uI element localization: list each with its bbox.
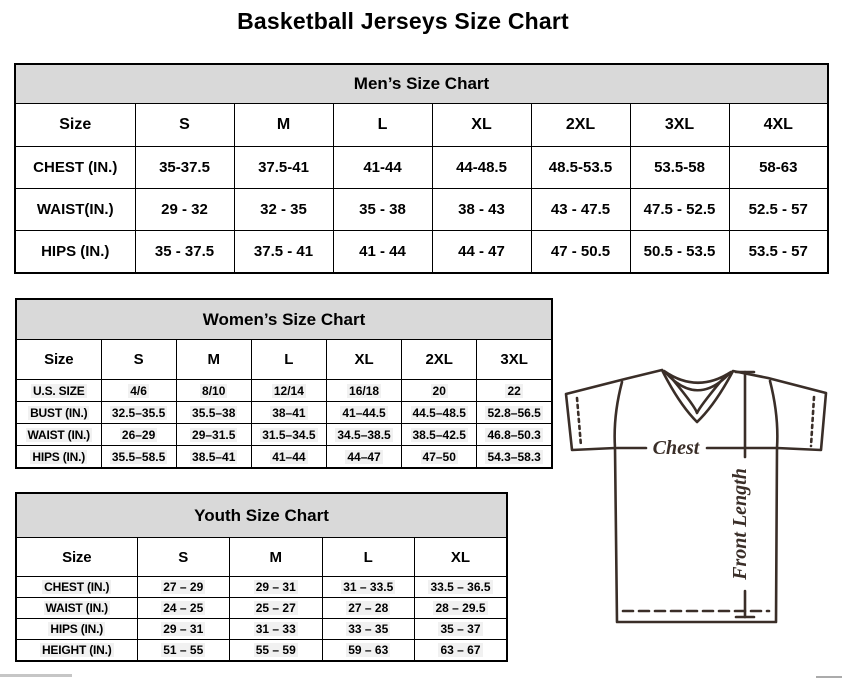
cell-text: WAIST (IN.) — [45, 601, 108, 615]
cell-text: WAIST (IN.) — [27, 427, 90, 442]
size-header-row — [16, 538, 507, 577]
table-header-row — [16, 299, 552, 340]
cell-text: 54.3–58.3 — [487, 449, 541, 464]
cell-value — [402, 402, 477, 424]
cell-text: 16/18 — [349, 383, 380, 398]
table-row — [16, 577, 507, 598]
column-header: 2XL — [531, 104, 630, 147]
cell-value: 47 - 50.5 — [531, 231, 630, 274]
table-row — [16, 402, 552, 424]
column-header: 3XL — [630, 104, 729, 147]
cell-text: 27 – 29 — [163, 580, 204, 594]
cell-value — [230, 577, 323, 598]
cell-text: 47–50 — [422, 449, 456, 464]
cell-text: 41–44.5 — [342, 405, 386, 420]
cell-text: 33 – 35 — [348, 622, 389, 636]
column-header: S — [137, 538, 230, 577]
cell-text: CHEST (IN.) — [44, 580, 110, 594]
cell-text: 31.5–34.5 — [262, 427, 316, 442]
cell-value: 44 - 47 — [432, 231, 531, 274]
cell-text: 35.5–38 — [192, 405, 236, 420]
cell-value — [477, 402, 552, 424]
table-row — [15, 189, 828, 231]
size-header: Size — [16, 340, 101, 380]
cell-value — [176, 380, 251, 402]
cell-value — [251, 402, 326, 424]
cell-text: 55 – 59 — [255, 643, 296, 657]
cell-value: 41-44 — [333, 147, 432, 189]
cell-value — [326, 446, 401, 469]
cell-value: 35 - 38 — [333, 189, 432, 231]
row-label: HIPS (IN.) — [15, 231, 135, 274]
size-header: Size — [16, 538, 137, 577]
table-row — [15, 231, 828, 274]
cell-value — [101, 424, 176, 446]
cell-text: 27 – 28 — [348, 601, 389, 615]
cell-value: 52.5 - 57 — [729, 189, 828, 231]
cell-text: 24 – 25 — [163, 601, 204, 615]
cell-text: 38.5–42.5 — [412, 427, 466, 442]
chest-label: Chest — [652, 437, 700, 459]
cell-value — [137, 619, 230, 640]
cell-value — [402, 446, 477, 469]
jersey-measurement-diagram — [555, 358, 843, 638]
cell-value — [137, 598, 230, 619]
cell-text: 32.5–35.5 — [111, 405, 166, 420]
cell-value — [137, 577, 230, 598]
cell-text: 59 – 63 — [348, 643, 389, 657]
cell-value — [322, 598, 415, 619]
cell-text: 38–41 — [272, 405, 306, 420]
cell-value — [101, 380, 176, 402]
cell-text: 29 – 31 — [163, 622, 204, 636]
cell-text: 52.8–56.5 — [487, 405, 541, 420]
cell-value: 53.5 - 57 — [729, 231, 828, 274]
cell-value: 50.5 - 53.5 — [630, 231, 729, 274]
cell-value — [415, 598, 508, 619]
table-header-row — [16, 493, 507, 538]
womens-size-chart-table — [15, 298, 553, 469]
cell-value — [176, 424, 251, 446]
cell-text: 29–31.5 — [192, 427, 236, 442]
cell-text: 26–29 — [121, 427, 156, 442]
cell-value: 41 - 44 — [333, 231, 432, 274]
cell-value: 58-63 — [729, 147, 828, 189]
column-header: 2XL — [402, 340, 477, 380]
cell-value — [230, 598, 323, 619]
column-header: L — [251, 340, 326, 380]
table-row — [16, 619, 507, 640]
cell-value — [326, 380, 401, 402]
row-label — [16, 424, 101, 446]
cell-value — [322, 619, 415, 640]
cell-value — [230, 640, 323, 662]
cell-value — [322, 577, 415, 598]
cell-value: 35 - 37.5 — [135, 231, 234, 274]
table-title: Men’s Size Chart — [15, 64, 828, 104]
table-row — [16, 446, 552, 469]
cell-value — [415, 640, 508, 662]
cell-value — [402, 424, 477, 446]
column-header: S — [101, 340, 176, 380]
cell-text: 31 – 33.5 — [343, 580, 394, 594]
cell-value: 53.5-58 — [630, 147, 729, 189]
column-header: L — [333, 104, 432, 147]
cell-value — [477, 446, 552, 469]
row-label — [16, 640, 137, 662]
cell-value: 29 - 32 — [135, 189, 234, 231]
column-header: XL — [415, 538, 508, 577]
youth-size-chart-table — [15, 492, 508, 662]
cell-text: 4/6 — [130, 383, 147, 398]
cell-text: 33.5 – 36.5 — [430, 580, 491, 594]
row-label: WAIST(IN.) — [15, 189, 135, 231]
cell-text: 46.8–50.3 — [487, 427, 541, 442]
size-header-row — [16, 340, 552, 380]
cell-text: 35 – 37 — [440, 622, 481, 636]
table-row — [15, 147, 828, 189]
cell-text: BUST (IN.) — [30, 405, 88, 420]
table-row — [16, 380, 552, 402]
column-header: 3XL — [477, 340, 552, 380]
cell-text: HIPS (IN.) — [50, 622, 104, 636]
table-header-row — [15, 64, 828, 104]
cell-value: 38 - 43 — [432, 189, 531, 231]
cell-text: 20 — [432, 383, 446, 398]
column-header: XL — [326, 340, 401, 380]
cell-value — [176, 446, 251, 469]
cell-value — [326, 424, 401, 446]
row-label — [16, 446, 101, 469]
cell-value — [477, 380, 552, 402]
cell-text: 31 – 33 — [255, 622, 296, 636]
cell-value: 44-48.5 — [432, 147, 531, 189]
cell-text: 8/10 — [202, 383, 226, 398]
cell-value — [101, 402, 176, 424]
cell-text: 44–47 — [347, 449, 381, 464]
cell-value — [402, 380, 477, 402]
cell-text: U.S. SIZE — [32, 383, 85, 398]
cell-text: HIPS (IN.) — [32, 449, 86, 464]
cell-value — [176, 402, 251, 424]
cell-text: 38.5–41 — [192, 449, 236, 464]
cell-text: 44.5–48.5 — [412, 405, 466, 420]
horizontal-scrollbar-fragment[interactable] — [816, 676, 842, 678]
cell-value: 43 - 47.5 — [531, 189, 630, 231]
size-header-row — [15, 104, 828, 147]
jersey-outline-icon — [566, 370, 826, 622]
cell-value: 35-37.5 — [135, 147, 234, 189]
cell-value: 32 - 35 — [234, 189, 333, 231]
cell-value — [322, 640, 415, 662]
column-header: 4XL — [729, 104, 828, 147]
cell-text: 34.5–38.5 — [337, 427, 391, 442]
cell-text: 35.5–58.5 — [111, 449, 166, 464]
cell-value — [251, 380, 326, 402]
cell-value: 47.5 - 52.5 — [630, 189, 729, 231]
cell-text: 63 – 67 — [440, 643, 481, 657]
column-header: M — [230, 538, 323, 577]
cell-value — [326, 402, 401, 424]
cell-value — [477, 424, 552, 446]
table-row — [16, 640, 507, 662]
row-label — [16, 619, 137, 640]
column-header: XL — [432, 104, 531, 147]
horizontal-scrollbar-fragment[interactable] — [0, 674, 72, 677]
column-header: M — [234, 104, 333, 147]
front-length-label: Front Length — [729, 468, 751, 580]
row-label — [16, 598, 137, 619]
row-label — [16, 577, 137, 598]
cell-text: 28 – 29.5 — [435, 601, 486, 615]
table-title: Women’s Size Chart — [16, 299, 552, 340]
row-label — [16, 380, 101, 402]
cell-text: 51 – 55 — [163, 643, 204, 657]
page-title: Basketball Jerseys Size Chart — [237, 8, 569, 34]
cell-value — [251, 424, 326, 446]
cell-value — [415, 577, 508, 598]
cell-value: 37.5-41 — [234, 147, 333, 189]
cell-value — [230, 619, 323, 640]
size-header: Size — [15, 104, 135, 147]
table-row — [16, 424, 552, 446]
jersey-outline-group — [566, 370, 826, 622]
column-header: L — [322, 538, 415, 577]
cell-text: 12/14 — [273, 383, 304, 398]
cell-value: 37.5 - 41 — [234, 231, 333, 274]
mens-size-chart-table — [14, 63, 829, 274]
cell-value — [101, 446, 176, 469]
cell-text: 22 — [507, 383, 521, 398]
table-row — [16, 598, 507, 619]
cell-text: 25 – 27 — [255, 601, 296, 615]
column-header: S — [135, 104, 234, 147]
column-header: M — [176, 340, 251, 380]
table-title: Youth Size Chart — [16, 493, 507, 538]
cell-value — [251, 446, 326, 469]
row-label — [16, 402, 101, 424]
cell-text: 41–44 — [272, 449, 306, 464]
cell-value — [137, 640, 230, 662]
cell-text: HEIGHT (IN.) — [41, 643, 112, 657]
cell-value: 48.5-53.5 — [531, 147, 630, 189]
cell-text: 29 – 31 — [255, 580, 296, 594]
row-label: CHEST (IN.) — [15, 147, 135, 189]
cell-value — [415, 619, 508, 640]
